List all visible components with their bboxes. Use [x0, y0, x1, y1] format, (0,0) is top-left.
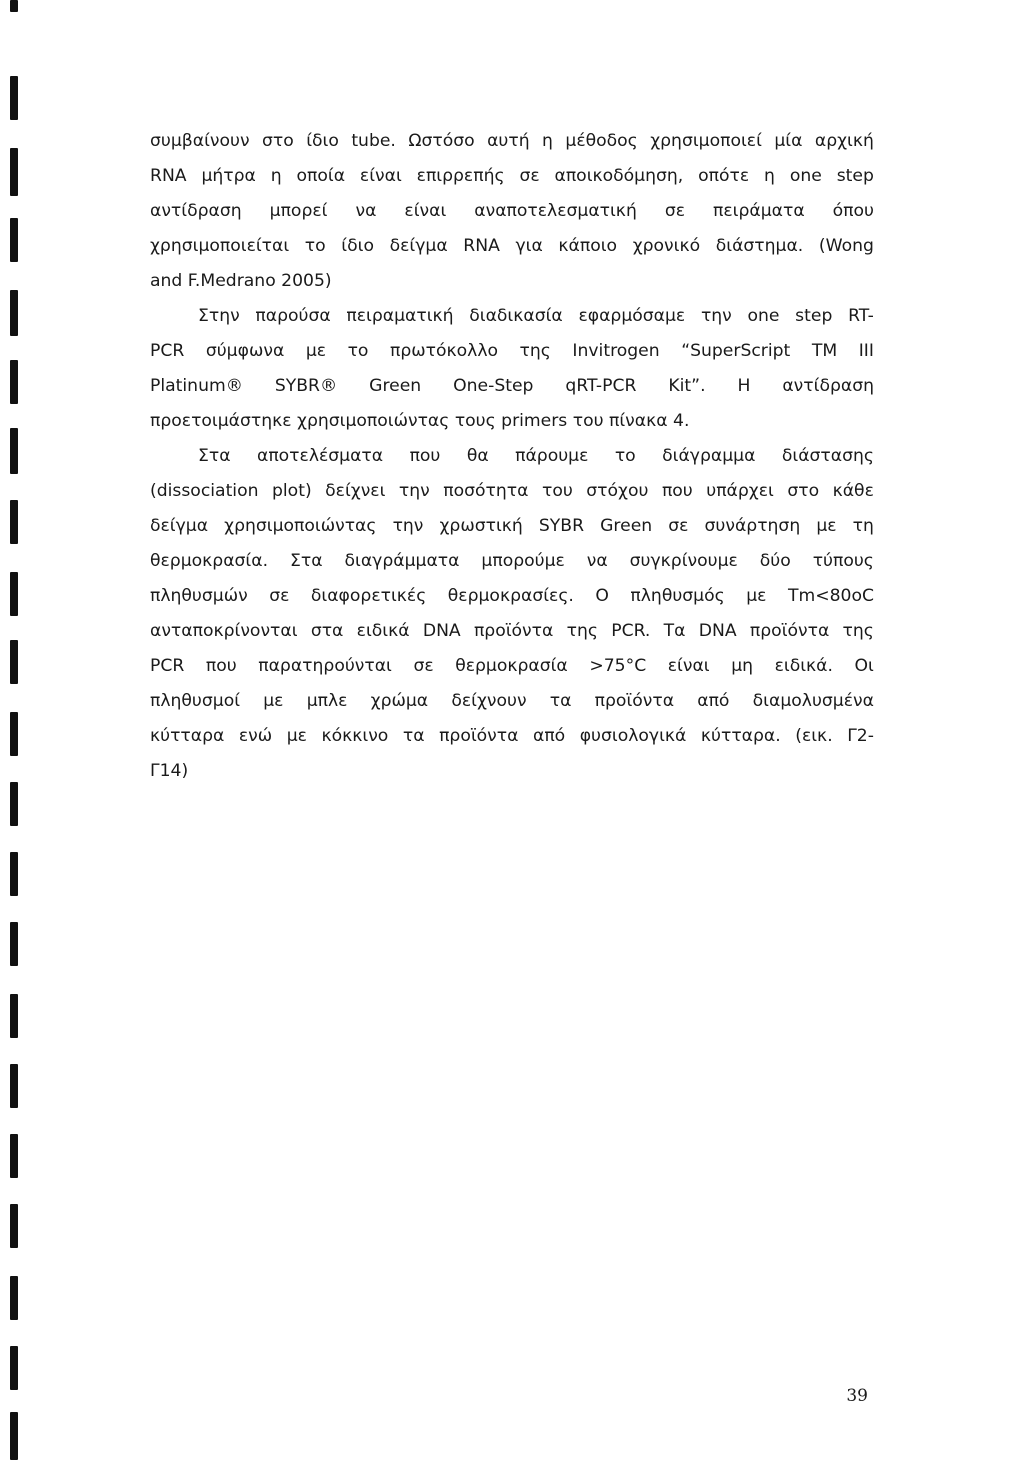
word: κόκκινο [321, 726, 389, 746]
word: δείχνουν [451, 691, 527, 711]
word: SYBR [538, 516, 585, 536]
word: προϊόντα [594, 691, 675, 711]
word: πειραματική [346, 306, 454, 326]
word: του [541, 481, 573, 501]
body-text [150, 124, 874, 789]
binding-mark [10, 218, 18, 262]
word: ποσότητα [443, 481, 529, 501]
text-line [150, 334, 874, 369]
word: (dissociation [150, 481, 259, 501]
text-line [150, 579, 874, 614]
binding-mark [10, 640, 18, 684]
word: διαφορετικές [310, 586, 427, 606]
word: με [816, 516, 837, 536]
word: χρησιμοποιείται [150, 236, 290, 256]
word: δείγμα [150, 516, 209, 536]
word: δείγμα [389, 236, 448, 256]
word: one [747, 306, 780, 326]
binding-mark [10, 922, 18, 966]
binding-mark [10, 782, 18, 826]
word: Green [369, 376, 422, 396]
text-line [150, 719, 874, 754]
word: προϊόντα [749, 621, 830, 641]
word: στα [310, 621, 344, 641]
word: διάγραμμα [662, 446, 756, 466]
word: Kit”. [668, 376, 706, 396]
word: μέθοδος [565, 131, 638, 151]
binding-mark [10, 148, 18, 196]
word: το [304, 236, 326, 256]
word: αντίδραση [150, 201, 242, 221]
text-line [150, 474, 874, 509]
word: μήτρα [201, 166, 256, 186]
word: συγκρίνουμε [629, 551, 738, 571]
word: ειδικά. [774, 656, 833, 676]
word: που [661, 481, 693, 501]
word: Platinum® [150, 376, 243, 396]
word: την [392, 516, 424, 536]
word: one [789, 166, 822, 186]
word: από [532, 726, 566, 746]
word: είναι [359, 166, 402, 186]
word: από [697, 691, 730, 711]
word: με [263, 691, 284, 711]
word: επιρρεπής [416, 166, 505, 186]
word: πρωτόκολλο [389, 341, 499, 361]
word: Ο [595, 586, 609, 606]
word: πειράματα [713, 201, 805, 221]
word: στο [787, 481, 820, 501]
text-line [150, 614, 874, 649]
word: Τα [663, 621, 686, 641]
word: την [700, 306, 732, 326]
word: πάρουμε [515, 446, 589, 466]
word: σε [664, 201, 686, 221]
word: η [764, 166, 775, 186]
word: qRT-PCR [565, 376, 637, 396]
word: τα [402, 726, 425, 746]
word: της [842, 621, 874, 641]
word: τα [549, 691, 572, 711]
word: της [519, 341, 551, 361]
binding-mark [10, 0, 18, 12]
word: πληθυσμών [150, 586, 248, 606]
word: διαγράμματα [344, 551, 460, 571]
word: Η [737, 376, 751, 396]
word: θα [466, 446, 489, 466]
word: μπλε [306, 691, 348, 711]
word: ενώ [238, 726, 273, 746]
word: δύο [759, 551, 791, 571]
word: στόχου [586, 481, 649, 501]
word: το [614, 446, 636, 466]
text-line [150, 544, 874, 579]
word: Green [600, 516, 653, 536]
binding-mark [10, 1204, 18, 1248]
word: την [398, 481, 430, 501]
word: σε [269, 586, 290, 606]
word: είναι [404, 201, 447, 221]
binding-margin [0, 0, 30, 1460]
word: DNA [698, 621, 737, 641]
word: σε [668, 516, 689, 536]
word: αυτή [487, 131, 530, 151]
text-line [150, 649, 874, 684]
word: αποικοδόμηση, [554, 166, 684, 186]
word: PCR [150, 341, 185, 361]
text-line [150, 124, 874, 159]
word: όπου [832, 201, 874, 221]
word: της [566, 621, 598, 641]
word: ειδικά [356, 621, 410, 641]
word: αναποτελεσματική [474, 201, 637, 221]
text-line: Γ14) [150, 761, 189, 781]
word: μπορούμε [481, 551, 565, 571]
word: PCR [150, 656, 185, 676]
binding-mark [10, 1064, 18, 1108]
word: Invitrogen [572, 341, 660, 361]
word: χρησιμοποιεί [650, 131, 762, 151]
word: TM [811, 341, 838, 361]
word: μπορεί [269, 201, 328, 221]
word: τύπους [812, 551, 874, 571]
text-line [150, 194, 874, 229]
binding-mark [10, 500, 18, 544]
word: να [586, 551, 608, 571]
word: DNA [422, 621, 461, 641]
text-line [150, 159, 874, 194]
binding-mark [10, 1346, 18, 1390]
word: RNA [463, 236, 500, 256]
word: ίδιο [341, 236, 374, 256]
word: πληθυσμός [630, 586, 725, 606]
word: παρούσα [255, 306, 331, 326]
word: SYBR® [274, 376, 338, 396]
word: οποία [296, 166, 346, 186]
word: Στην [198, 306, 240, 326]
word: μη [731, 656, 754, 676]
word: PCR. [611, 621, 651, 641]
word: παρατηρούνται [258, 656, 392, 676]
word: αποτελέσματα [256, 446, 384, 466]
word: plot) [272, 481, 312, 501]
binding-mark [10, 360, 18, 404]
word: χρώμα [370, 691, 429, 711]
word: RNA [150, 166, 187, 186]
binding-mark [10, 290, 18, 336]
word: step [795, 306, 833, 326]
word: χρονικό [632, 236, 701, 256]
word: θερμοκρασία. [150, 551, 269, 571]
word: μία [774, 131, 803, 151]
word: κάποιο [558, 236, 618, 256]
word: να [355, 201, 377, 221]
word: με [286, 726, 307, 746]
word: (Wong [818, 236, 874, 256]
word: διαμολυσμένα [752, 691, 874, 711]
word: η [270, 166, 282, 186]
word: θερμοκρασίες. [447, 586, 574, 606]
binding-mark [10, 994, 18, 1038]
word: με [746, 586, 767, 606]
word: Οι [854, 656, 874, 676]
word: για [515, 236, 543, 256]
word: tube. [351, 131, 396, 151]
word: προϊόντα [439, 726, 519, 746]
word: αντίδραση [782, 376, 874, 396]
word: φυσιολογικά [579, 726, 687, 746]
text-line [150, 299, 874, 334]
word: τη [852, 516, 874, 536]
word: One-Step [453, 376, 534, 396]
word: (εικ. [795, 726, 833, 746]
page-number: 39 [846, 1386, 868, 1406]
word: κύτταρα. [700, 726, 781, 746]
binding-mark [10, 428, 18, 474]
word: step [836, 166, 874, 186]
word: RT- [848, 306, 874, 326]
word: χρησιμοποιώντας [224, 516, 377, 536]
word: η [542, 131, 553, 151]
binding-mark [10, 1134, 18, 1178]
word: σύμφωνα [205, 341, 285, 361]
text-line [150, 509, 874, 544]
word: Ωστόσο [408, 131, 475, 151]
word: το [347, 341, 369, 361]
text-line [150, 439, 874, 474]
binding-mark [10, 712, 18, 756]
word: διάστασης [781, 446, 874, 466]
word: είναι [667, 656, 710, 676]
word: με [305, 341, 327, 361]
word: “SuperScript [681, 341, 791, 361]
word: κύτταρα [150, 726, 225, 746]
word: δείχνει [325, 481, 386, 501]
word: προϊόντα [473, 621, 554, 641]
text-line [150, 229, 874, 264]
text-line [150, 684, 874, 719]
word: Tm<80oC [787, 586, 874, 606]
word: διαδικασία [469, 306, 563, 326]
word: συνάρτηση [704, 516, 801, 536]
word: III [858, 341, 874, 361]
word: θερμοκρασία [455, 656, 568, 676]
word: που [409, 446, 441, 466]
binding-mark [10, 76, 18, 120]
word: διάστημα. [715, 236, 804, 256]
binding-mark [10, 1412, 18, 1460]
word: ανταποκρίνονται [150, 621, 298, 641]
word: ίδιο [306, 131, 339, 151]
word: χρωστική [439, 516, 523, 536]
word: >75°C [589, 656, 647, 676]
word: κάθε [832, 481, 874, 501]
word: σε [519, 166, 540, 186]
text-line [150, 369, 874, 404]
word: οπότε [698, 166, 750, 186]
text-line: προετοιμάστηκε χρησιμοποιώντας τους primers του πίνακα 4. [150, 411, 690, 431]
binding-mark [10, 852, 18, 896]
word: Στα [198, 446, 231, 466]
binding-mark [10, 572, 18, 616]
word: Γ2- [847, 726, 874, 746]
word: στο [262, 131, 294, 151]
word: συμβαίνουν [150, 131, 250, 151]
word: αρχική [814, 131, 874, 151]
word: πληθυσμοί [150, 691, 241, 711]
word: σε [413, 656, 434, 676]
word: που [205, 656, 237, 676]
word: υπάρχει [706, 481, 774, 501]
text-line: and F.Medrano 2005) [150, 271, 332, 291]
word: εφαρμόσαμε [578, 306, 686, 326]
binding-mark [10, 1276, 18, 1320]
word: Στα [290, 551, 323, 571]
